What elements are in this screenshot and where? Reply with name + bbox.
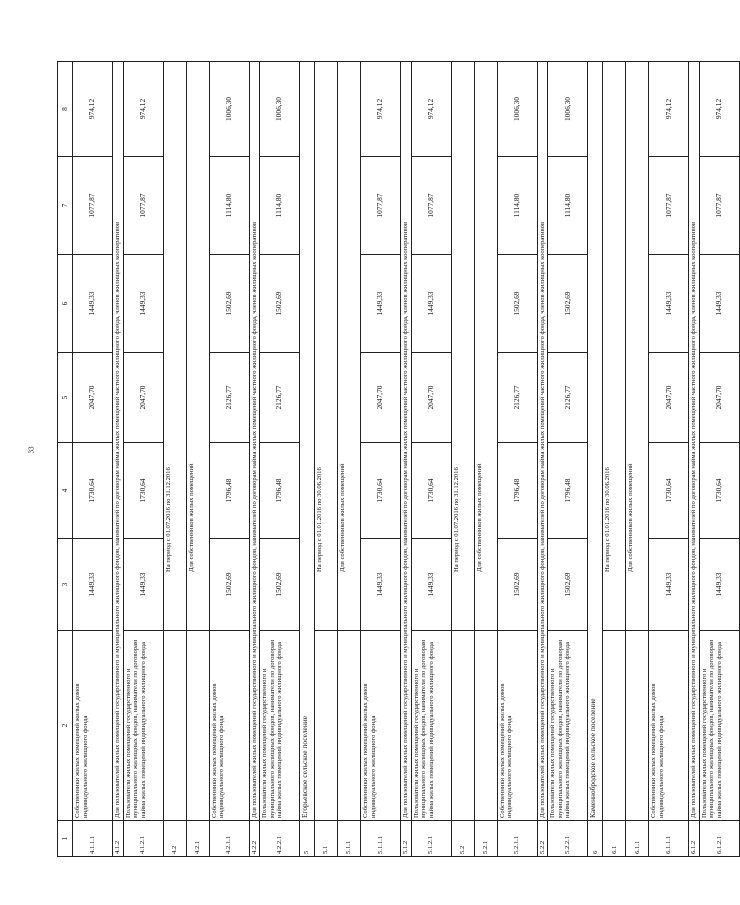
subheader-row: [626, 62, 649, 857]
tariff-value: 1796,48: [209, 443, 249, 539]
subheader-row: [338, 62, 361, 857]
tariff-value: 1114,80: [260, 157, 300, 255]
tariff-value: 2126,77: [260, 353, 300, 443]
group-description: Для пользователей жилых помещений государственного и муниципального жилищного фондов, нанимателей по договорам найма жилых помещений частного жилищного фонда, членов жилищных кооперативов: [401, 62, 412, 821]
tariff-value: 2126,77: [209, 353, 249, 443]
row-code: 6.1.1: [626, 821, 649, 857]
page-number: 33: [27, 446, 36, 454]
row-code: 4.1.2: [113, 821, 124, 857]
section-row: [588, 62, 603, 857]
subheader-row: [451, 62, 474, 857]
column-number: 3: [58, 539, 73, 631]
group-description: Для пользователей жилых помещений государственного и муниципального жилищного фондов, нанимателей по договорам найма жилых помещений частного жилищного фонда, членов жилищных кооперативов: [537, 62, 548, 821]
row-name: Пользователи жилых помещений государственного и муниципального жилищных фондов, наниматели по договорам найма жилых помещений индивидуального жилищного фонда: [123, 631, 163, 821]
row-name: Пользователи жилых помещений государственного и муниципального жилищных фондов, наниматели по договорам найма жилых помещений индивидуального жилищного фонда: [699, 631, 739, 821]
period-text: На период с 01.01.2016 по 30.06.2016: [315, 62, 338, 631]
tariff-value: 1502,69: [497, 255, 537, 353]
table-row: [209, 62, 249, 857]
tariff-value: 1449,33: [361, 539, 401, 631]
row-code: 4.1.2.1: [123, 821, 163, 857]
rotated-table-container: [57, 62, 724, 857]
tariff-value: 1796,48: [260, 443, 300, 539]
row-name-empty: [626, 631, 649, 821]
row-code: 4.2.2: [249, 821, 260, 857]
row-name-empty: [186, 631, 209, 821]
column-number: 5: [58, 353, 73, 443]
tariff-value: 2047,70: [123, 353, 163, 443]
tariff-value: 1502,69: [548, 255, 588, 353]
row-code: 5.2.2.1: [548, 821, 588, 857]
tariff-value: 2047,70: [73, 353, 113, 443]
tariff-value: 1796,48: [497, 443, 537, 539]
section-title: Каменнобродское сельское поселение: [588, 62, 603, 821]
tariff-value: 2126,77: [497, 353, 537, 443]
tariff-value: 1114,80: [548, 157, 588, 255]
row-code: 6: [588, 821, 603, 857]
table-row: [497, 62, 537, 857]
row-name-empty: [603, 631, 626, 821]
tariff-value: 1730,64: [649, 443, 689, 539]
column-number: 7: [58, 157, 73, 255]
tariff-value: 1449,33: [699, 539, 739, 631]
table-row: [361, 62, 401, 857]
period-text: На период с 01.07.2016 по 31.12.2016: [451, 62, 474, 631]
tariff-value: 1502,69: [260, 255, 300, 353]
row-code: 6.1: [603, 821, 626, 857]
tariff-value: 1114,80: [209, 157, 249, 255]
row-code: 5.1.1.1: [361, 821, 401, 857]
tariff-value: 1449,33: [361, 255, 401, 353]
tariff-value: 974,12: [73, 62, 113, 157]
tariff-value: 1502,69: [260, 539, 300, 631]
row-name: Собственники жилых помещений жилых домов индивидуального жилищного фонда: [361, 631, 401, 821]
row-code: 5.2.1: [474, 821, 497, 857]
tariff-value: 1796,48: [548, 443, 588, 539]
table-row: [649, 62, 689, 857]
tariff-value: 1449,33: [649, 255, 689, 353]
tariff-value: 1502,69: [209, 539, 249, 631]
row-code: 5: [300, 821, 315, 857]
tariff-value: 1449,33: [411, 539, 451, 631]
tariff-value: 1502,69: [497, 539, 537, 631]
subheader-row: [689, 62, 700, 857]
row-code: 4.1.1.1: [73, 821, 113, 857]
header-row: [58, 62, 73, 857]
tariff-value: 974,12: [123, 62, 163, 157]
tariff-value: 1077,87: [123, 157, 163, 255]
row-code: 5.2.1.1: [497, 821, 537, 857]
tariff-value: 1077,87: [73, 157, 113, 255]
period-text: Для собственников жилых помещений: [626, 62, 649, 631]
tariff-value: 2047,70: [361, 353, 401, 443]
subheader-row: [474, 62, 497, 857]
tariff-value: 1077,87: [699, 157, 739, 255]
tariff-value: 2047,70: [411, 353, 451, 443]
tariff-value: 1077,87: [411, 157, 451, 255]
row-name: Собственники жилых помещений жилых домов индивидуального жилищного фонда: [497, 631, 537, 821]
tariff-value: 974,12: [649, 62, 689, 157]
column-number: 6: [58, 255, 73, 353]
tariff-value: 1449,33: [699, 255, 739, 353]
tariff-value: 974,12: [699, 62, 739, 157]
tariff-value: 1730,64: [699, 443, 739, 539]
column-number: 4: [58, 443, 73, 539]
tariff-value: 2047,70: [649, 353, 689, 443]
period-text: Для собственников жилых помещений: [338, 62, 361, 631]
subheader-row: [537, 62, 548, 857]
row-code: 5.2: [451, 821, 474, 857]
row-code: 5.1.2: [401, 821, 412, 857]
table-row: [411, 62, 451, 857]
tariff-value: 1006,30: [260, 62, 300, 157]
tariff-value: 1502,69: [548, 539, 588, 631]
tariff-value: 1730,64: [411, 443, 451, 539]
section-title: Егорьевское сельское поселение: [300, 62, 315, 821]
row-name: Собственники жилых помещений жилых домов индивидуального жилищного фонда: [209, 631, 249, 821]
row-code: 5.1.2.1: [411, 821, 451, 857]
table-row: [548, 62, 588, 857]
section-row: [300, 62, 315, 857]
row-code: 4.2.1: [186, 821, 209, 857]
subheader-row: [113, 62, 124, 857]
row-code: 6.1.2.1: [699, 821, 739, 857]
tariff-value: 1006,30: [209, 62, 249, 157]
tariff-value: 1730,64: [361, 443, 401, 539]
row-name: Пользователи жилых помещений государственного и муниципального жилищных фондов, наниматели по договорам найма жилых помещений индивидуального жилищного фонда: [411, 631, 451, 821]
row-name: Пользователи жилых помещений государственного и муниципального жилищных фондов, наниматели по договорам найма жилых помещений индивидуального жилищного фонда: [260, 631, 300, 821]
row-code: 5.2.2: [537, 821, 548, 857]
tariff-value: 1449,33: [649, 539, 689, 631]
column-number: 2: [58, 631, 73, 821]
tariff-value: 1730,64: [123, 443, 163, 539]
tariff-value: 2047,70: [699, 353, 739, 443]
subheader-row: [401, 62, 412, 857]
row-code: 5.1: [315, 821, 338, 857]
row-name-empty: [338, 631, 361, 821]
row-code: 5.1.1: [338, 821, 361, 857]
subheader-row: [249, 62, 260, 857]
table-row: [260, 62, 300, 857]
tariff-value: 1730,64: [73, 443, 113, 539]
tariff-value: 1449,33: [73, 539, 113, 631]
row-name-empty: [474, 631, 497, 821]
tariff-value: 1502,69: [209, 255, 249, 353]
period-text: На период с 01.01.2016 по 30.06.2016: [603, 62, 626, 631]
period-text: На период с 01.07.2016 по 31.12.2016: [163, 62, 186, 631]
table-row: [73, 62, 113, 857]
tariff-value: 1114,80: [497, 157, 537, 255]
row-name-empty: [315, 631, 338, 821]
row-code: 6.1.1.1: [649, 821, 689, 857]
subheader-row: [186, 62, 209, 857]
row-name: Пользователи жилых помещений государственного и муниципального жилищных фондов, наниматели по договорам найма жилых помещений индивидуального жилищного фонда: [548, 631, 588, 821]
row-name: Собственники жилых помещений жилых домов индивидуального жилищного фонда: [73, 631, 113, 821]
row-code: 4.2.1.1: [209, 821, 249, 857]
subheader-row: [603, 62, 626, 857]
subheader-row: [163, 62, 186, 857]
table-row: [123, 62, 163, 857]
period-text: Для собственников жилых помещений: [186, 62, 209, 631]
row-name: Собственники жилых помещений жилых домов индивидуального жилищного фонда: [649, 631, 689, 821]
table-body: [58, 62, 740, 857]
tariff-value: 1077,87: [361, 157, 401, 255]
tariff-value: 1449,33: [73, 255, 113, 353]
tariff-value: 974,12: [411, 62, 451, 157]
row-code: 6.1.2: [689, 821, 700, 857]
group-description: Для пользователей жилых помещений государственного и муниципального жилищного фондов, нанимателей по договорам найма жилых помещений частного жилищного фонда, членов жилищных кооперативов: [249, 62, 260, 821]
tariff-table: [57, 61, 740, 857]
group-description: Для пользователей жилых помещений государственного и муниципального жилищного фондов, нанимателей по договорам найма жилых помещений частного жилищного фонда, членов жилищных кооперативов: [689, 62, 700, 821]
row-name-empty: [451, 631, 474, 821]
tariff-value: 1449,33: [123, 539, 163, 631]
tariff-value: 1077,87: [649, 157, 689, 255]
group-description: Для пользователей жилых помещений государственного и муниципального жилищного фондов, нанимателей по договорам найма жилых помещений частного жилищного фонда, членов жилищных кооперативов: [113, 62, 124, 821]
subheader-row: [315, 62, 338, 857]
tariff-value: 974,12: [361, 62, 401, 157]
tariff-value: 2126,77: [548, 353, 588, 443]
tariff-value: 1449,33: [123, 255, 163, 353]
column-number: 1: [58, 821, 73, 857]
tariff-value: 1006,30: [497, 62, 537, 157]
column-number: 8: [58, 62, 73, 157]
tariff-value: 1449,33: [411, 255, 451, 353]
row-name-empty: [163, 631, 186, 821]
row-code: 4.2.2.1: [260, 821, 300, 857]
period-text: Для собственников жилых помещений: [474, 62, 497, 631]
table-row: [699, 62, 739, 857]
row-code: 4.2: [163, 821, 186, 857]
tariff-value: 1006,30: [548, 62, 588, 157]
